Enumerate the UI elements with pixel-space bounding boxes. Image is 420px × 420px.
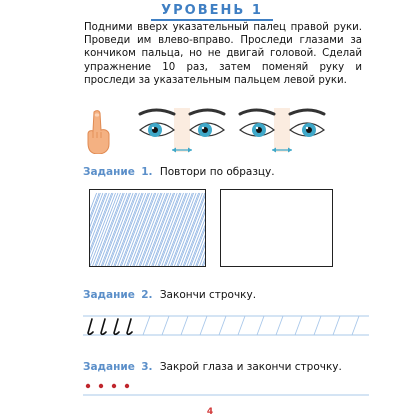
- slant-guide-line: [314, 316, 321, 335]
- slant-guide-line: [219, 316, 226, 335]
- hook-stroke: [127, 319, 132, 334]
- slant-guide-line: [333, 316, 340, 335]
- task-number: 3.: [141, 361, 153, 373]
- slant-guide-line: [162, 316, 169, 335]
- task-label: Задание: [83, 166, 135, 178]
- task-2-heading: [83, 289, 256, 301]
- sample-hatched-box: [89, 189, 206, 267]
- dot-writing-line[interactable]: [83, 373, 369, 399]
- slant-guide-line: [143, 316, 150, 335]
- task-text: Закончи строчку.: [159, 289, 257, 301]
- task-text: Повтори по образцу.: [159, 166, 275, 178]
- task-1-heading: [83, 166, 275, 178]
- task-label: Задание: [83, 289, 135, 301]
- slant-guide-line: [238, 316, 245, 335]
- slant-guide-line: [295, 316, 302, 335]
- hook-stroke: [88, 319, 93, 334]
- red-dot: [125, 384, 129, 388]
- task-number: 1.: [141, 166, 153, 178]
- eyes-icon: [236, 106, 328, 158]
- hatch-stroke: [96, 193, 124, 266]
- red-dot: [99, 384, 103, 388]
- level-title: УРОВЕНЬ 1: [151, 3, 273, 21]
- task-number: 2.: [141, 289, 153, 301]
- hatch-stroke: [90, 193, 118, 266]
- slant-guide-line: [200, 316, 207, 335]
- slant-guide-line: [181, 316, 188, 335]
- slant-guide-line: [257, 316, 264, 335]
- slant-guide-line: [276, 316, 283, 335]
- hatch-pattern: [90, 190, 206, 267]
- eyes-icon: [136, 106, 228, 158]
- red-dot: [86, 384, 90, 388]
- task-3-heading: [83, 361, 342, 373]
- hook-stroke: [101, 319, 106, 334]
- task-label: Задание: [83, 361, 135, 373]
- red-dot: [112, 384, 116, 388]
- page-number: 4: [206, 407, 214, 417]
- hook-stroke: [114, 319, 119, 334]
- slant-guide-line: [352, 316, 359, 335]
- instruction-paragraph: Подними вверх указательный палец правой руки. Проведи им влево-вправо. Проследи глазами за кончиком пальца, но не двигай головой. Сделай упражнение 10 раз, затем поменяй руку и проследи за указательным пальцем левой руки.: [84, 22, 362, 86]
- empty-drawing-box[interactable]: [220, 189, 333, 267]
- pointing-finger-icon: [84, 110, 112, 154]
- writing-lines[interactable]: [83, 309, 369, 345]
- task-text: Закрой глаза и закончи строчку.: [159, 361, 342, 373]
